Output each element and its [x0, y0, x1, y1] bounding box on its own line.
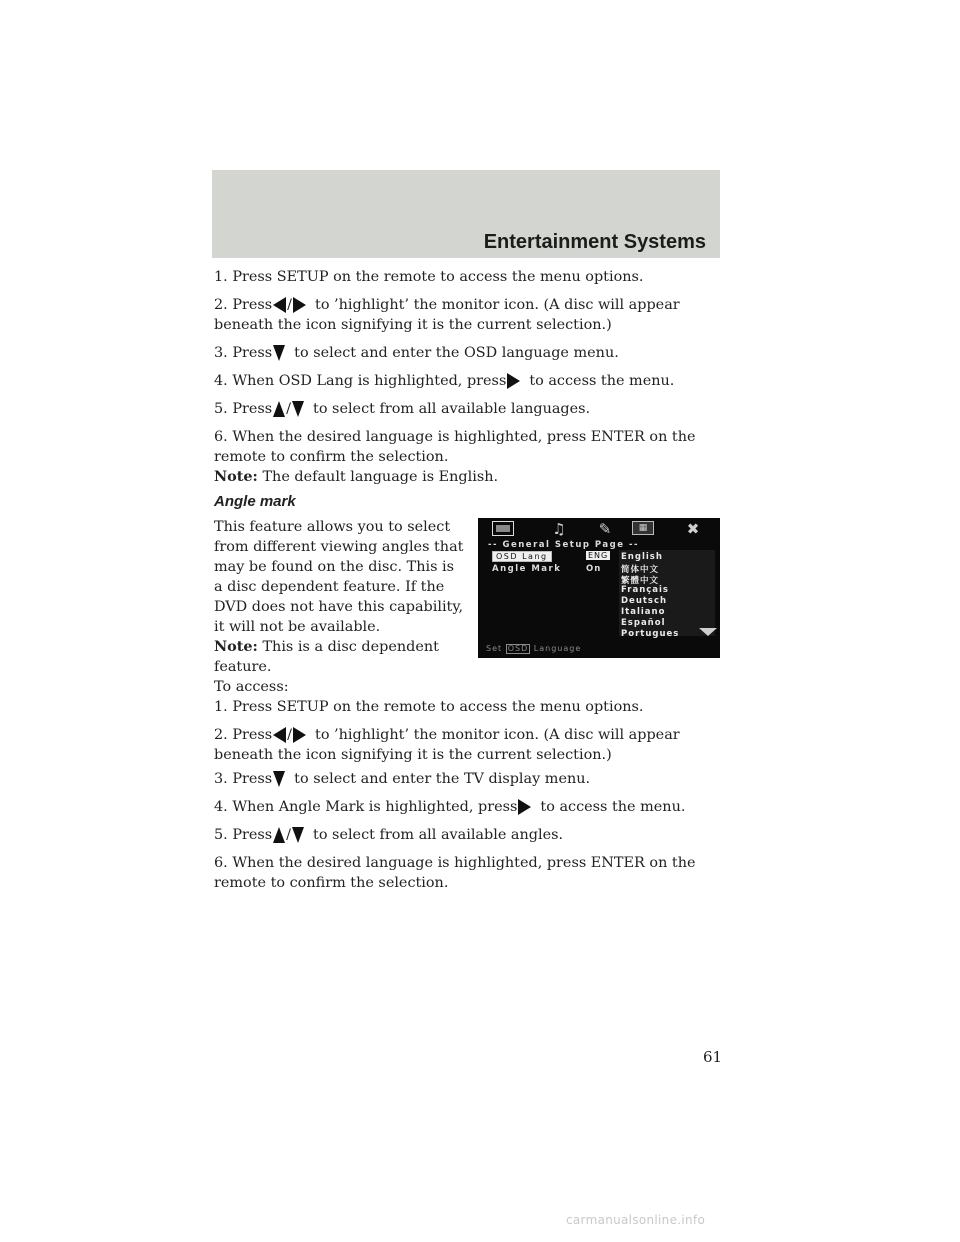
angle-step-3: 3. Press to select and enter the TV display menu.	[214, 771, 591, 787]
section-header	[212, 170, 720, 258]
video-icon: ▦	[632, 521, 654, 535]
monitor-icon	[492, 521, 514, 536]
down-arrow-icon	[273, 771, 285, 787]
osd-language-item: Italiano	[621, 607, 666, 617]
osd-row-angle-mark: Angle Mark	[492, 564, 562, 574]
osd-step-3: 3. Press to select and enter the OSD language menu.	[214, 345, 619, 361]
exit-icon: ✖	[686, 520, 700, 538]
osd-language-item: 繁體中文	[621, 576, 660, 586]
osd-language-item: English	[621, 552, 663, 562]
page-number: 61	[703, 1048, 723, 1066]
watermark: carmanualsonline.info	[566, 1213, 706, 1227]
note-default-language: Note: The default language is English.	[214, 468, 499, 485]
left-arrow-icon	[273, 727, 286, 743]
up-arrow-icon	[273, 401, 285, 417]
osd-step-6: 6. When the desired language is highlighted, press ENTER on the remote to confirm the selection.	[214, 429, 696, 465]
down-arrow-icon	[273, 345, 285, 361]
osd-menu-screenshot	[478, 518, 720, 658]
left-arrow-icon	[273, 297, 286, 313]
angle-step-2: 2. Press / to ’highlight’ the monitor icon. (A disc will appear beneath the icon signifying it is the current selection.)	[214, 727, 680, 763]
osd-language-item: Deutsch	[621, 596, 668, 606]
angle-step-4: 4. When Angle Mark is highlighted, press to access the menu.	[214, 799, 686, 815]
osd-step-5: 5. Press / to select from all available languages.	[214, 401, 591, 417]
osd-language-item: 简体中文	[621, 565, 660, 575]
osd-language-item: Français	[621, 585, 669, 595]
down-arrow-icon	[292, 401, 304, 417]
osd-language-list	[619, 550, 715, 639]
angle-step-5: 5. Press / to select from all available angles.	[214, 827, 564, 843]
osd-value-osd-lang: ENG	[588, 551, 609, 560]
tools-icon: ✎	[598, 520, 612, 538]
down-arrow-icon	[292, 827, 304, 843]
osd-status-line: Set OSD Language	[486, 644, 582, 653]
right-arrow-icon	[293, 297, 306, 313]
osd-step-4: 4. When OSD Lang is highlighted, press to access the menu.	[214, 373, 675, 389]
angle-intro: This feature allows you to select from different viewing angles that may be found on the disc. This is a disc dependent feature. If the DVD does not have this capability, it will not be available. Note: This is a disc dependent feature. To access:	[214, 519, 464, 695]
speaker-icon: ♫	[552, 520, 566, 538]
osd-value-angle-mark: On	[586, 564, 602, 574]
angle-step-6: 6. When the desired language is highlighted, press ENTER on the remote to confirm the selection.	[214, 855, 696, 891]
right-arrow-icon	[518, 799, 531, 815]
osd-step-1: 1. Press SETUP on the remote to access the menu options.	[214, 269, 644, 285]
osd-page-title: -- General Setup Page --	[488, 540, 640, 550]
scroll-down-icon	[699, 628, 717, 636]
osd-language-item: Español	[621, 618, 666, 628]
right-arrow-icon	[293, 727, 306, 743]
right-arrow-icon	[507, 373, 520, 389]
angle-mark-heading: Angle mark	[214, 493, 296, 510]
osd-language-item: Portugues	[621, 629, 680, 639]
angle-step-1: 1. Press SETUP on the remote to access the menu options.	[214, 699, 644, 715]
section-title: Entertainment Systems	[483, 231, 706, 253]
osd-row-osd-lang: OSD Lang	[492, 551, 552, 562]
osd-step-2: 2. Press / to ’highlight’ the monitor icon. (A disc will appear beneath the icon signifying it is the current selection.)	[214, 297, 680, 333]
up-arrow-icon	[273, 827, 285, 843]
osd-icon-bar	[486, 521, 712, 539]
